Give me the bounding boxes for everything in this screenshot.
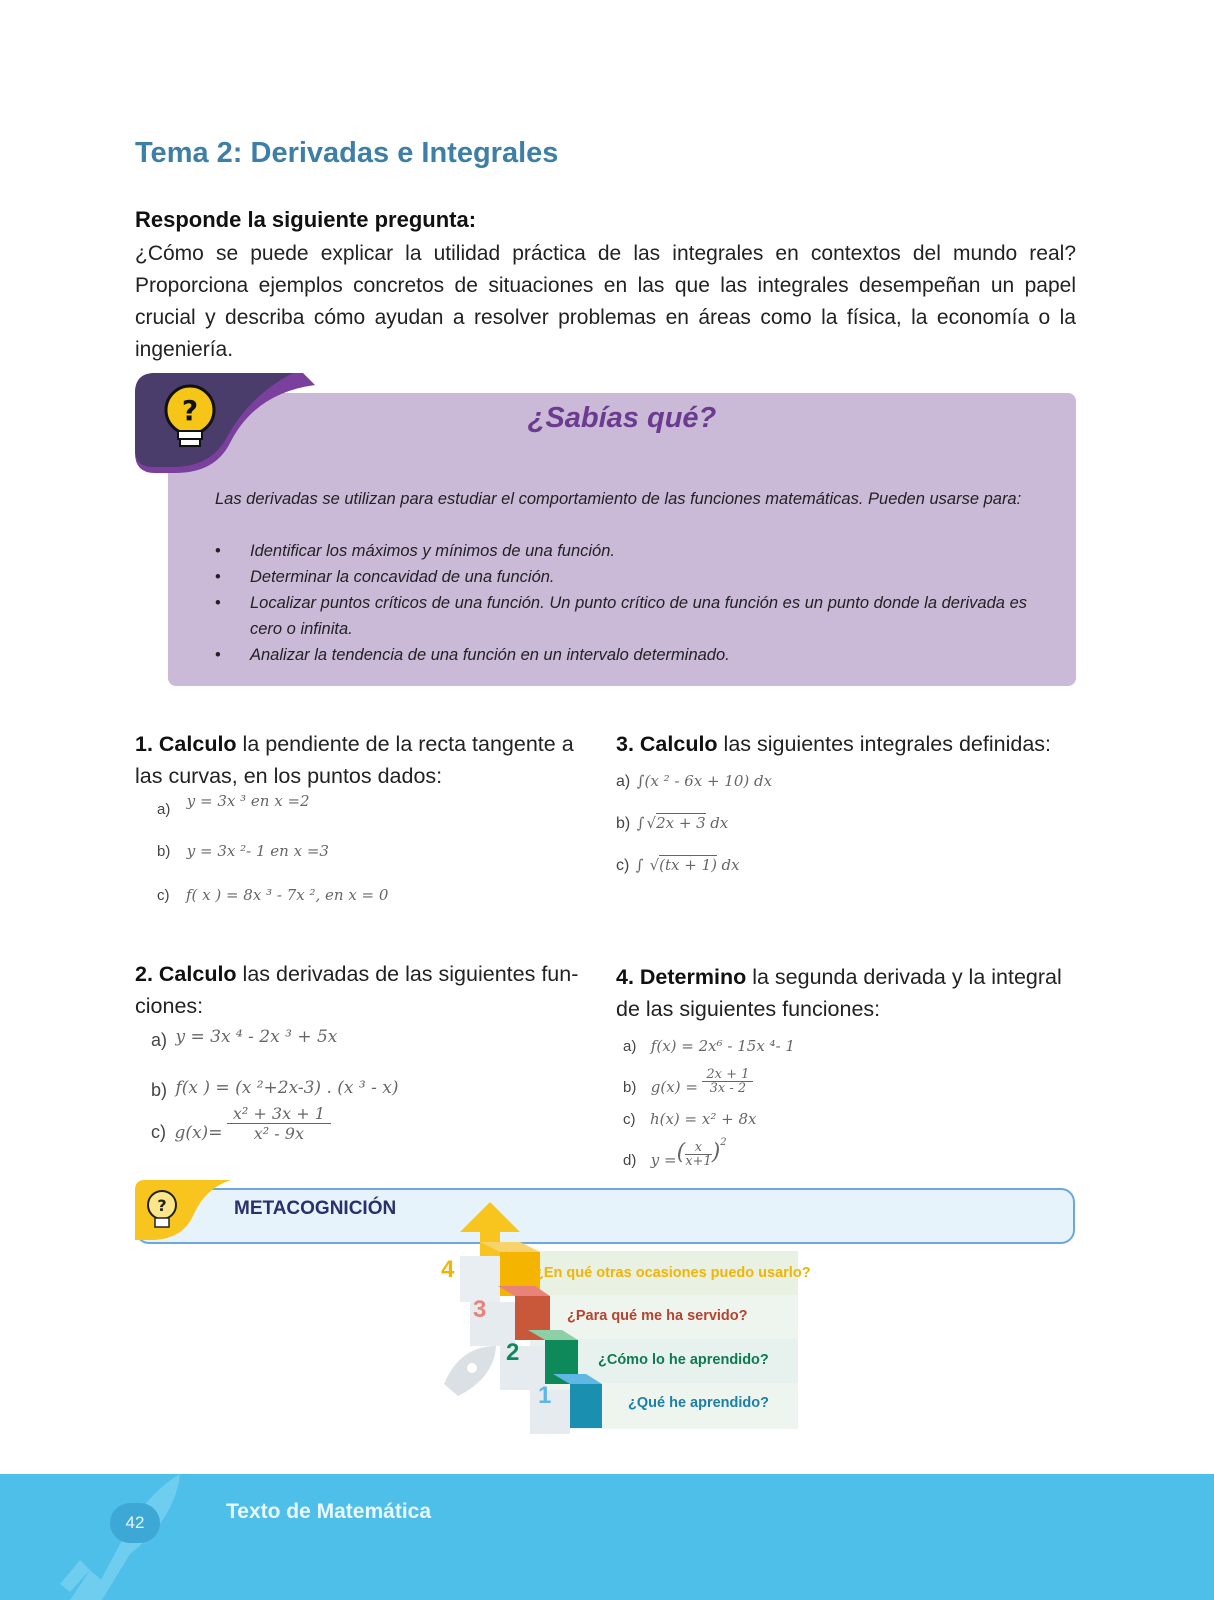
exercise-4-item-c: c) h(x) = x² + 8x bbox=[623, 1110, 757, 1128]
exercise-1-item-a: a) y = 3x ³ en x =2 bbox=[157, 792, 310, 818]
exercise-2-item-a: a) y = 3x ⁴ - 2x ³ + 5x bbox=[151, 1027, 338, 1050]
exercise-2-text: las derivadas de las siguientes fun-ciones: bbox=[135, 962, 579, 1018]
exercise-4-item-d: d) y =( $\frac{x}{x+1}$ )$^2$ bbox=[623, 1137, 727, 1170]
exercise-2-bold: 2. Calculo bbox=[135, 962, 237, 986]
step-question-1: ¿Qué he aprendido? bbox=[628, 1395, 769, 1411]
exercise-4-text: la segunda derivada y la integral de las siguientes funciones: bbox=[616, 965, 1062, 1021]
sabias-item: • Analizar la tendencia de una función en un intervalo determinado. bbox=[215, 642, 1027, 668]
question-heading: Responde la siguiente pregunta: bbox=[135, 207, 477, 232]
exercise-4-item-b: b) g(x) = $\frac{2x + 1}{3x - 2}$ bbox=[623, 1068, 753, 1095]
question-body: ¿Cómo se puede explicar la utilidad práctica de las integrales en contextos del mundo real? Proporciona ejemplos concretos de situaciones en las que las integrales desempeñan un papel crucial y describa cómo ayudan a resolver problemas en áreas como la física, la economía o la ingeniería. bbox=[135, 242, 1076, 361]
metacognicion-title: METACOGNICIÓN bbox=[234, 1198, 397, 1219]
sabias-item: • Determinar la concavidad de una función. bbox=[215, 564, 1027, 590]
stairs-labels bbox=[440, 1196, 810, 1446]
exercise-1-item-b: b) y = 3x ²- 1 en x =3 bbox=[157, 842, 329, 860]
exercise-2-heading bbox=[135, 958, 595, 1022]
exercise-2-item-b: b) f(x ) = (x ²+2x-3) . (x ³ - x) bbox=[151, 1078, 399, 1100]
sabias-item: • Localizar puntos críticos de una función. Un punto crítico de una función es un punto donde la derivada es cero o infinita. bbox=[215, 590, 1027, 642]
exercise-1-heading bbox=[135, 728, 595, 792]
sabias-title: ¿Sabías qué? bbox=[527, 402, 717, 434]
page-number: 42 bbox=[110, 1503, 160, 1543]
svg-text:?: ? bbox=[181, 394, 199, 427]
step-number-2: 2 bbox=[506, 1339, 520, 1366]
step-number-4: 4 bbox=[441, 1256, 455, 1283]
step-number-3: 3 bbox=[473, 1296, 487, 1323]
exercise-3-item-c: c) ∫ √(tx + 1) dx bbox=[616, 856, 740, 874]
exercise-3-item-b: b) ∫ √2x + 3 dx bbox=[616, 814, 729, 832]
exercise-2-item-c: c) g(x)= $\frac{\text{x² + 3x + 1}}{\text{x² - 9x}}$ bbox=[151, 1122, 331, 1161]
exercise-1-item-c: c) f( x ) = 8x ³ - 7x ², en x = 0 bbox=[157, 886, 389, 904]
exercise-4-item-a: a) f(x) = 2x⁶ - 15x ⁴- 1 bbox=[623, 1037, 795, 1055]
exercise-4-heading bbox=[616, 961, 1076, 1025]
step-question-3: ¿Para qué me ha servido? bbox=[567, 1308, 748, 1324]
sabias-list bbox=[215, 538, 1027, 668]
sabias-item: • Identificar los máximos y mínimos de una función. bbox=[215, 538, 1027, 564]
exercise-3-heading bbox=[616, 728, 1076, 760]
sabias-intro: Las derivadas se utilizan para estudiar el comportamiento de las funciones matemáticas. Pueden usarse para: bbox=[215, 490, 1022, 508]
metacognicion-badge bbox=[135, 1180, 231, 1240]
step-number-1: 1 bbox=[538, 1382, 552, 1409]
page-title: Tema 2: Derivadas e Integrales bbox=[135, 137, 559, 169]
step-question-4: ¿En qué otras ocasiones puedo usarlo? bbox=[535, 1265, 811, 1281]
exercise-4-bold: 4. Determino bbox=[616, 965, 747, 989]
exercise-3-item-a: a) ∫(x ² - 6x + 10) dx bbox=[616, 772, 773, 790]
footer-title: Texto de Matemática bbox=[226, 1500, 432, 1523]
exercise-1-bold: 1. Calculo bbox=[135, 732, 237, 756]
step-question-2: ¿Cómo lo he aprendido? bbox=[598, 1352, 769, 1368]
svg-text:?: ? bbox=[157, 1196, 167, 1215]
exercise-3-bold: 3. Calculo bbox=[616, 732, 718, 756]
exercise-1-text: la pendiente de la recta tangente a las curvas, en los puntos dados: bbox=[135, 732, 574, 788]
exercise-3-text: las siguientes integrales definidas: bbox=[717, 732, 1052, 756]
